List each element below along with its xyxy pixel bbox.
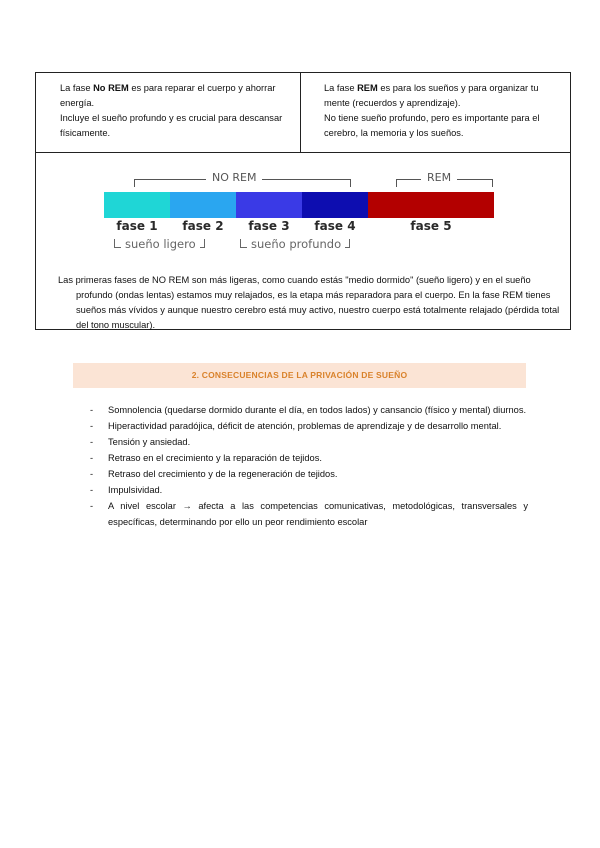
phase-label-2: fase 2 [182, 219, 224, 233]
info-table [35, 72, 571, 330]
rem-label: REM [421, 171, 457, 184]
phase-bar-4 [302, 192, 368, 218]
sleep-phases-diagram [104, 169, 514, 259]
rem-paragraph-1: La fase REM es para los sueños y para organizar tu mente (recuerdos y aprendizaje). [324, 83, 539, 108]
nrem-paragraph-2: Incluye el sueño profundo y es crucial para descansar físicamente. [60, 113, 283, 138]
phase-label-3: fase 3 [248, 219, 290, 233]
column-divider [300, 73, 301, 153]
phase-bar-2 [170, 192, 236, 218]
list-item: - Retraso del crecimiento y de la regeneración de tejidos. [90, 469, 338, 479]
phase-label-4: fase 4 [314, 219, 356, 233]
rem-description-cell [324, 81, 564, 141]
phase-bar-3 [236, 192, 302, 218]
list-item: - Tensión y ansiedad. [90, 437, 191, 447]
table-top-row [36, 73, 570, 153]
list-item: - Hiperactividad paradójica, déficit de atención, problemas de aprendizaje y de desarrollo mental. [90, 421, 502, 431]
phase-label-5: fase 5 [410, 219, 452, 233]
list-item: - Retraso en el crecimiento y la reparación de tejidos. [90, 453, 322, 463]
list-item: - A nivel escolar → afecta a las competencias comunicativas, metodológicas, transversales y específicas, determinando por ello un peor rendimiento escolar [90, 501, 528, 527]
section-heading: 2. CONSECUENCIAS DE LA PRIVACIÓN DE SUEÑO [73, 363, 526, 388]
nrem-description-cell [60, 81, 292, 141]
nrem-paragraph-1: La fase No REM es para reparar el cuerpo y ahorrar energía. [60, 83, 276, 108]
phase-bar-5 [368, 192, 494, 218]
consequences-list [88, 403, 528, 531]
phases-explanation: Las primeras fases de NO REM son más ligeras, como cuando estás "medio dormido" (sueño ligero) y en el sueño profundo (ondas lentas) estamos muy relajados, es la etapa más reparadora para el cuerpo. En la fase REM tienes sueños más vívidos y aunque nuestro cerebro está muy activo, nuestro cuerpo está totalmente relajado (pérdida total del tono muscular). [58, 275, 560, 330]
rem-bold: REM [357, 83, 378, 93]
list-item: - Impulsividad. [90, 485, 163, 495]
nrem-label: NO REM [206, 171, 262, 184]
nrem-bold: No REM [93, 83, 129, 93]
deep-sleep-label: sueño profundo [240, 237, 350, 251]
light-sleep-label: sueño ligero [114, 237, 205, 251]
phase-bar-1 [104, 192, 170, 218]
rem-paragraph-2: No tiene sueño profundo, pero es importante para el cerebro, la memoria y los sueños. [324, 113, 540, 138]
list-item: - Somnolencia (quedarse dormido durante el día, en todos lados) y cansancio (físico y mental) diurnos. [90, 405, 527, 415]
phase-label-1: fase 1 [116, 219, 158, 233]
